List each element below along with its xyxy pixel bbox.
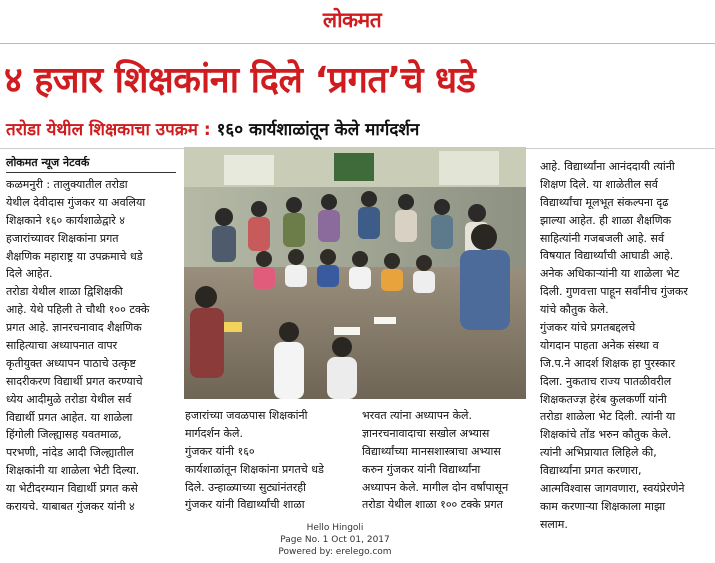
text-line: या भेटीदरम्यान विद्यार्थी प्रगत कसे (6, 482, 138, 496)
footer-page-date: Page No. 1 Oct 01, 2017 (280, 535, 390, 545)
column-3 (540, 158, 710, 534)
text-line: शिक्षकांचे तोंड भरुन कौतुक केले. (540, 428, 672, 442)
text-line: आहे. विद्यार्थ्यांना आनंददायी त्यांनी (540, 160, 675, 173)
article-headline: ४ हजार शिक्षकांना दिले ‘प्रगत’चे धडे (4, 60, 476, 101)
text-line: तरोडा शाळेला भेट दिली. त्यांनी या (540, 410, 676, 424)
text-line: आत्मविश्वास जागवणारा, स्वयंप्रेरणेने (540, 482, 685, 496)
text-line: अनेक अधिकाऱ्यांनी या शाळेला भेट (540, 267, 680, 281)
text-line: शिक्षकतज्ज्ञ हेरंब कुलकर्णी यांनी (540, 392, 667, 406)
column-2a (185, 407, 357, 514)
text-line: विद्यार्थ्यांचा मूलभूत संकल्पना दृढ (540, 195, 669, 209)
newspaper-logo: लोकमत (322, 7, 382, 32)
text-line: गुंजकर यांचे प्रगतबद्दलचे (540, 321, 636, 335)
masthead-divider (0, 43, 715, 44)
text-line: हजारांच्या जवळपास शिक्षकांनी (185, 409, 308, 422)
text-line: काम करणाऱ्या शिक्षकाला माझा (540, 499, 666, 513)
text-line: कळमनुरी : तालुक्यातील तरोडा (6, 178, 128, 191)
text-line: भरवत त्यांना अध्यापन केले. (362, 409, 473, 422)
column-1 (6, 176, 178, 516)
text-line: योगदान पाहता अनेक संस्था व (540, 338, 659, 352)
text-line: विद्यार्थी प्रगत आहेत. या शाळेला (6, 410, 133, 424)
text-line: येथील देवीदास गुंजकर या अवलिया (6, 195, 146, 209)
masthead (0, 0, 715, 40)
text-line: यांचे कौतुक केले. (540, 303, 609, 317)
text-line: साहित्याचा अध्यापनात वापर (6, 339, 118, 353)
text-line: ज्ञानरचनावादाचा सखोल अभ्यास (362, 426, 490, 440)
text-line: करायचे. याबाबत गुंजकर यांनी ४ (6, 500, 135, 514)
text-line: शैक्षणिक महाराष्ट्र या उपक्रमाचे धडे (6, 249, 143, 263)
text-line: त्यांनी अभिप्रायात लिहिले की, (540, 446, 657, 460)
text-line: शिक्षकाने १६० कार्यशाळेद्वारे ४ (6, 213, 126, 227)
text-line: मार्गदर्शन केले. (185, 426, 243, 440)
text-line: साहित्यांनी गजबजली आहे. सर्व (540, 231, 665, 245)
text-line: विद्यार्थ्यांना प्रगत करणारा, (540, 464, 642, 478)
text-line: प्रगत आहे. ज्ञानरचनावाद शैक्षणिक (6, 321, 142, 335)
text-line: दिले आहेत. (6, 267, 53, 281)
article-photo (184, 147, 526, 399)
page-footer (250, 522, 420, 558)
text-line: गुंजकर यांनी विद्यार्थ्यांची शाळा (185, 498, 305, 512)
text-line: हिंगोली जिल्ह्यासह यवतमाळ, (6, 428, 122, 442)
text-line: ध्येय आदीमुळे तरोडा येथील सर्व (6, 392, 132, 406)
classroom-photo-image (184, 147, 526, 399)
text-line: अध्यापन केले. मागील दोन वर्षांपासून (362, 480, 509, 494)
text-line: कृतीयुक्त अध्यापन पाठाचे उत्कृष्ट (6, 356, 136, 370)
text-line: गुंजकर यांनी १६० (185, 444, 255, 458)
subhead-red: तरोडा येथील शिक्षकाचा उपक्रम : (6, 120, 211, 140)
text-line: हजारांच्यावर शिक्षकांना प्रगत (6, 231, 119, 245)
text-line: परभणी, नांदेड आदी जिल्ह्यातील (6, 446, 134, 460)
text-line: शिक्षण दिले. या शाळेतील सर्व (540, 177, 658, 191)
text-line: दिले. उन्हाळ्याच्या सुट्यांनंतरही (185, 480, 306, 494)
text-line: जि.प.ने आदर्श शिक्षक हा पुरस्कार (540, 356, 676, 370)
footer-publication: Hello Hingoli (306, 523, 364, 533)
text-line: विद्यार्थ्यांच्या मानसशास्त्राचा अभ्यास (362, 444, 501, 458)
article-subhead (6, 116, 706, 144)
text-line: आहे. येथे पहिली ते चौथी १०० टक्के (6, 303, 150, 317)
text-line: विषयात विद्यार्थ्यांची आघाडी आहे. (540, 249, 674, 263)
byline: लोकमत न्यूज नेटवर्क (6, 156, 176, 173)
text-line: झाल्या आहेत. ही शाळा शैक्षणिक (540, 213, 672, 227)
subhead-black: १६० कार्यशाळांतून केले मार्गदर्शन (216, 120, 420, 140)
footer-powered-by: Powered by: erelego.com (278, 547, 392, 557)
text-line: सलाम. (540, 517, 568, 531)
text-line: करुन गुंजकर यांनी विद्यार्थ्यांना (362, 462, 481, 476)
text-line: तरोडा येथील शाळा १०० टक्के प्रगत (362, 498, 503, 512)
column-2b (362, 407, 534, 514)
text-line: शिक्षकांनी या शाळेला भेटी दिल्या. (6, 464, 140, 478)
text-line: दिला. नुकताच राज्य पातळीवरील (540, 374, 672, 388)
text-line: सादरीकरण विद्यार्थी प्रगत करण्याचे (6, 374, 143, 388)
text-line: तरोडा येथील शाळा द्विशिक्षकी (6, 285, 123, 299)
text-line: कार्यशाळांतून शिक्षकांना प्रगतचे धडे (185, 462, 324, 476)
text-line: दिली. गुणवत्ता पाहून सर्वांनीच गुंजकर (540, 285, 688, 299)
